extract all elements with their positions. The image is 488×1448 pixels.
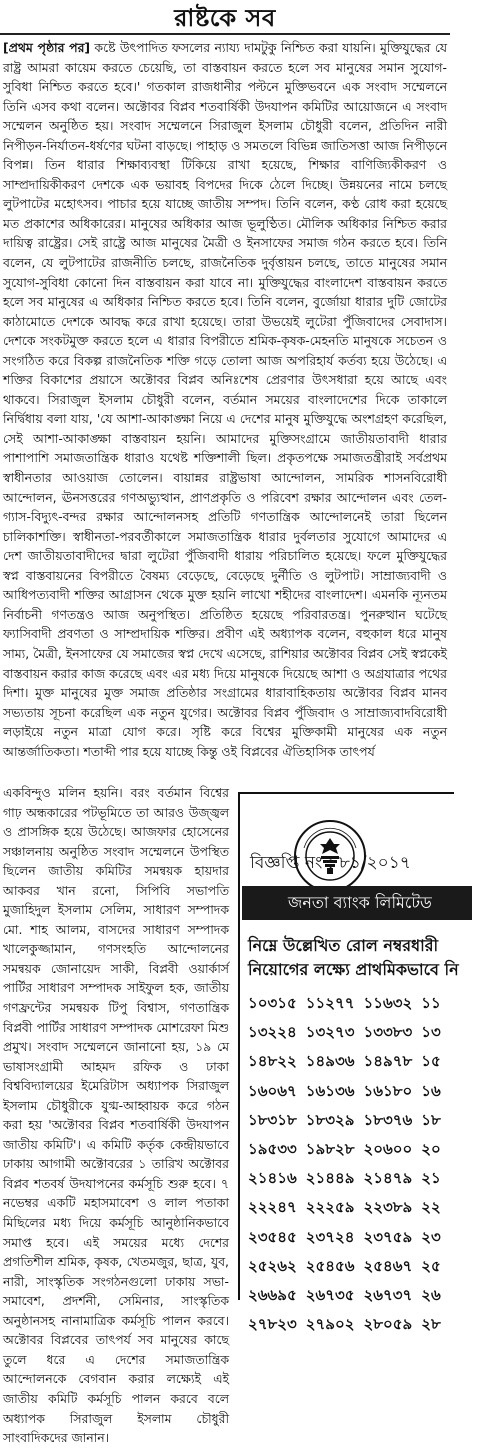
article-body <box>3 38 447 782</box>
roll-number: ২৭৮২৩ <box>248 1315 297 1334</box>
roll-number: ২৩ <box>421 1227 441 1246</box>
roll-row <box>248 990 450 1019</box>
roll-number: ২৬৬৯৫ <box>248 1285 297 1304</box>
roll-number: ১৬০৬৭ <box>248 1081 297 1100</box>
roll-number: ১৪৯৭৮ <box>363 1052 413 1071</box>
roll-number: ২৩৭২৪ <box>305 1227 355 1246</box>
roll-number: ২১ <box>421 1169 441 1188</box>
bank-advertisement <box>238 792 459 1334</box>
roll-number: ২২৩৮৯ <box>363 1198 413 1217</box>
roll-number: ২০ <box>421 1140 441 1159</box>
article-text: কষ্টে উৎপাদিত ফসলের ন্যায্য দামটুকু নিশ্চিত করা যায়নি। মুক্তিযুদ্ধের যে রাষ্ট্র আমরা কায়েম করতে চেয়েছি, তা বাস্তবায়ন করতে হলে সব মানুষের সমান সুযোগ-সুবিধা নিশ্চিত করতে হবে।' গতকাল রাজধানীর পল্টনে মুক্তিভবনে এক সংবাদ সম্মেলনে তিনি এসব কথা বলেন। অক্টোবর বিপ্লব শতবার্ষিকী উদযাপন কমিটির আয়োজনে এ সংবাদ সম্মেলন অনুষ্ঠিত হয়। সংবাদ সম্মেলনে সিরাজুল ইসলাম চৌধুরী বলেন, প্রতিদিন নারী নিপীড়ন-নির্যাতন-ধর্ষণের ঘটনা বাড়ছে। পাহাড় ও সমতলে বিভিন্ন জাতিসত্তা আজ নিপীড়নে বিপন্ন। তিন ধারার শিক্ষাব্যবস্থা টিকিয়ে রাখা হয়েছে, শিক্ষার বাণিজ্যিকীকরণ ও সাম্প্রদায়িকীকরণ দেশকে এক ভয়াবহ বিপদের দিকে ঠেলে দিচ্ছে। উন্নয়নের নামে চলছে লুটপাটের মহোৎসব। পাচার হয়ে যাচ্ছে জাতীয় সম্পদ। তিনি বলেন, কণ্ঠ রোধ করা হয়েছে মত প্রকাশের অধিকারের। মানুষের অধিকার আজ ভূলুণ্ঠিত। মৌলিক অধিকার নিশ্চিত করার দায়িত্ব রাষ্ট্রের। সেই রাষ্ট্রে আজ মানুষের মৈত্রী ও ইনসাফের সমাজ গঠন করতে হবে। তিনি বলেন, যে লুটপাটের রাজনীতি চলছে, রাজনৈতিক দুর্বৃত্তায়ন চলছে, তাতে মানুষের সমান সুযোগ-সুবিধা কোনো দিন বাস্তবায়ন করা যাবে না। মুক্তিযুদ্ধের বাংলাদেশ বাস্তবায়ন করতে হলে সব মানুষের এ অধিকার নিশ্চিত করতে হবে। তিনি বলেন, বুর্জোয়া ধারার দুটি জোটের কাঠামোতে দেশকে আবদ্ধ করে রাখা হয়েছে। তারা উভয়েই লুটেরা পুঁজিবাদের সেবাদাস। দেশকে সংকটমুক্ত করতে হলে এ ধারার বিপরীতে শ্রমিক-কৃষক-মেহনতি মানুষকে সচেতন ও সংগঠিত করে বিকল্প রাজনৈতিক শক্তি গড়ে তোলা আজ অপরিহার্য কর্তব্য হয়ে উঠেছে। এ শক্তির বিকাশের প্রয়াসে অক্টোবর বিপ্লব অনিঃশেষ প্রেরণার উৎসধারা হয়ে আছে এবং থাকবে। সিরাজুল ইসলাম চৌধুরী বলেন, বর্তমান সময়ের বাংলাদেশের দিকে তাকালে নির্দ্বিধায় বলা যায়, 'যে আশা-আকাঙ্ক্ষা নিয়ে এ দেশের মানুষ মুক্তিযুদ্ধে অংশগ্রহণ করেছিল, সেই আশা-আকাঙ্ক্ষা বাস্তবায়ন হয়নি। আমাদের মুক্তিসংগ্রামে জাতীয়তাবাদী ধারার পাশাপাশি সমাজতান্ত্রিক ধারাও যথেষ্ট শক্তিশালী ছিল। প্রকৃতপক্ষে সমাজতন্ত্রীরাই সর্বপ্রথম স্বাধীনতার আওয়াজ তোলেন। বায়ান্নর রাষ্ট্রভাষা আন্দোলন, সামরিক শাসনবিরোধী আন্দোলন, ঊনসত্তরের গণঅভ্যুত্থান, প্রাণপ্রকৃতি ও পরিবেশ রক্ষার আন্দোলন এবং তেল-গ্যাস-বিদ্যুৎ-বন্দর রক্ষার আন্দোলনসহ প্রতিটি গণতান্ত্রিক আন্দোলনেই তারা ছিলেন চালিকাশক্তি। স্বাধীনতা-পরবর্তীকালে সমাজতান্ত্রিক ধারার দুর্বলতার সুযোগে আমাদের এ দেশ জাতীয়তাবাদীদের দ্বারা লুটেরা পুঁজিবাদী ধারায় পরিচালিত হয়েছে। ফলে মুক্তিযুদ্ধের স্বপ্ন বাস্তবায়নের বিপরীতে বৈষম্য বেড়েছে, বেড়েছে দুর্নীতি ও লুটপাট। সাম্রাজ্যবাদী ও আধিপত্যবাদী শক্তির আগ্রাসন থেকে মুক্ত হয়নি লাখো শহীদের বাংলাদেশ। এমনকি ন্যূনতম নির্বাচনী গণতন্ত্রও আজ অনুপস্থিত। প্রতিষ্ঠিত হয়েছে পরিবারতন্ত্র। পুনরুত্থান ঘটেছে ফ্যাসিবাদী প্রবণতা ও সাম্প্রদায়িক শক্তির। প্রবীণ এই অধ্যাপক বলেন, বহুকাল ধরে মানুষ সাম্য, মৈত্রী, ইনসাফের যে সমাজের স্বপ্ন দেখে এসেছে, রাশিয়ার অক্টোবর বিপ্লব সেই স্বপ্নকেই বাস্তবায়ন করার কাজ করেছে এবং এর মধ্য দিয়ে মানুষকে দিয়েছে আশা ও অগ্রযাত্রার পথের দিশা। মুক্ত মানুষের মুক্ত সমাজ প্রতিষ্ঠার সংগ্রামের ধারাবাহিকতায় অক্টোবর বিপ্লব মানব সভ্যতায় সূচনা করেছিল এক নতুন যুগের। অক্টোবর বিপ্লব পুঁজিবাদ ও সাম্রাজ্যবাদবিরোধী লড়াইয়ে নতুন মাত্রা যোগ করে। সৃষ্টি করে বিশ্বের মুক্তিকামী মানুষের এক নতুন আন্তর্জাতিকতা। শতাব্দী পার হয়ে যাচ্ছে কিন্তু ওই বিপ্লবের ঐতিহাসিক তাৎপর্য <box>3 40 447 759</box>
roll-number: ২২২৫৯ <box>305 1198 355 1217</box>
roll-number: ১৮ <box>421 1110 441 1129</box>
roll-number: ২৫২৬২ <box>248 1256 297 1275</box>
roll-number: ১৬ <box>421 1081 441 1100</box>
roll-number: ১৪৮২২ <box>248 1052 297 1071</box>
roll-number: ২১৪৭৯ <box>363 1169 413 1188</box>
roll-row <box>248 1165 450 1194</box>
roll-number: ১৬১৩৬ <box>305 1081 355 1100</box>
article-kicker: [প্রথম পৃষ্ঠার পর] <box>3 40 91 55</box>
roll-number: ১৩২৭৩ <box>305 1023 355 1042</box>
roll-number: ২১৪৪৯ <box>305 1169 355 1188</box>
roll-intro <box>248 934 488 982</box>
roll-number: ২৬৭৩৫ <box>305 1285 355 1304</box>
roll-number: ২৫ <box>421 1256 441 1275</box>
roll-row <box>248 1048 450 1077</box>
roll-number: ১১ <box>421 994 441 1013</box>
roll-number: ১৩ <box>421 1023 441 1042</box>
article-column: একবিন্দুও মলিন হয়নি। বরং বর্তমান বিশ্বের গাঢ় অন্ধকারের পটভূমিতে তা আরও উজ্জ্বল ও প্রাসঙ্গিক হয়ে উঠেছে। আজফার হোসেনের সঞ্চালনায় অনুষ্ঠিত সংবাদ সম্মেলনে উপস্থিত ছিলেন জাতীয় কমিটির সমন্বয়ক হায়দার আকবর খান রনো, সিপিবি সভাপতি মুজাহিদুল ইসলাম সেলিম, সাধারণ সম্পাদক মো. শাহ আলম, বাসদের সাধারণ সম্পাদক খালেকুজ্জামান, গণসংহতি আন্দোলনের সমন্বয়ক জোনায়েদ সাকী, বিপ্লবী ওয়ার্কার্স পার্টির সাধারণ সম্পাদক সাইফুল হক, জাতীয় গণফ্রন্টের সমন্বয়ক টিপু বিশ্বাস, গণতান্ত্রিক বিপ্লবী পার্টির সাধারণ সম্পাদক মোশরেফা মিশু প্রমুখ। সংবাদ সম্মেলনে জানানো হয়, ১৯ মে ভাষাসংগ্রামী আহমদ রফিক ও ঢাকা বিশ্ববিদ্যালয়ের ইমেরিটাস অধ্যাপক সিরাজুল ইসলাম চৌধুরীকে যুগ্ম-আহ্বায়ক করে গঠন করা হয় 'অক্টোবর বিপ্লব শতবার্ষিকী উদযাপন জাতীয় কমিটি'। এ কমিটি কর্তৃক কেন্দ্রীয়ভাবে ঢাকায় আগামী অক্টোবরের ১ তারিখ অক্টোবর বিপ্লব শতবর্ষ উদযাপনের কর্মসূচি শুরু হবে। ৭ নভেম্বর একটি মহাসমাবেশ ও লাল পতাকা মিছিলের মধ্য দিয়ে কর্মসূচি আনুষ্ঠানিকভাবে সমাপ্ত হবে। এই সময়ের মধ্যে দেশের প্রগতিশীল শ্রমিক, কৃষক, খেতমজুর, ছাত্র, যুব, নারী, সাংস্কৃতিক সংগঠনগুলো ঢাকায় সভা-সমাবেশ, প্রদর্শনী, সেমিনার, সাংস্কৃতিক অনুষ্ঠানসহ নানামাত্রিক কর্মসূচি পালন করবে। অক্টোবর বিপ্লবের তাৎপর্য সব মানুষের কাছে তুলে ধরে এ দেশের সমাজতান্ত্রিক আন্দোলনকে বেগবান করার লক্ষ্যেই এই জাতীয় কমিটি কর্মসূচি পালন করবে বলে অধ্যাপক সিরাজুল ইসলাম চৌধুরী সাংবাদিকদের জানান। <box>3 785 229 1446</box>
roll-number: ১৩২২৪ <box>248 1023 297 1042</box>
roll-number: ১৬১৮০ <box>363 1081 413 1100</box>
roll-number: ১১২৭৭ <box>305 994 355 1013</box>
roll-intro-line-2: নিয়োগের লক্ষ্যে প্রাথমিকভাবে নি <box>248 960 459 979</box>
roll-row <box>248 1019 450 1048</box>
roll-row <box>248 1311 450 1340</box>
roll-number: ২৮ <box>421 1315 441 1334</box>
bank-name-banner: জনতা ব্যাংক লিমিটেড <box>242 886 472 920</box>
roll-intro-line-1: নিম্নে উল্লেখিত রোল নম্বরধারী <box>248 936 439 955</box>
roll-number: ২২ <box>421 1198 441 1217</box>
roll-row <box>248 1107 450 1136</box>
roll-number: ১৮৩৭৬ <box>363 1110 413 1129</box>
notice-number: বিজ্ঞপ্তি নং : ৮১/২০১৭ <box>250 853 411 873</box>
roll-number: ২২২৪৭ <box>248 1198 297 1217</box>
roll-number: ১৮৩২৯ <box>305 1110 355 1129</box>
roll-number: ২৮০৫৯ <box>363 1315 413 1334</box>
roll-number: ২৩৫৪৫ <box>248 1227 297 1246</box>
roll-number: ২৭৯০২ <box>305 1315 355 1334</box>
roll-number: ২৬ <box>421 1285 441 1304</box>
roll-number: ২১৪১৬ <box>248 1169 297 1188</box>
headline: রাষ্টকে সব <box>174 4 276 32</box>
roll-row <box>248 1282 450 1311</box>
roll-number: ১৯৮২৮ <box>305 1140 355 1159</box>
roll-number: ২৬৭৩৭ <box>363 1285 413 1304</box>
roll-number: ২৫৪৬৭ <box>363 1256 413 1275</box>
roll-row <box>248 1253 450 1282</box>
roll-row <box>248 1078 450 1107</box>
roll-number: ২৫৪৫৬ <box>305 1256 355 1275</box>
roll-row <box>248 1224 450 1253</box>
roll-number-table <box>248 990 450 1340</box>
roll-number: ১৫ <box>421 1052 441 1071</box>
roll-number: ২০৬০০ <box>363 1140 413 1159</box>
roll-number: ১৮৩১৮ <box>248 1110 297 1129</box>
roll-number: ১৯৫৩৩ <box>248 1140 297 1159</box>
headline-rule <box>0 33 450 35</box>
roll-row <box>248 1194 450 1223</box>
roll-number: ১১৬৩২ <box>363 994 413 1013</box>
roll-number: ১৩৩৮৩ <box>363 1023 413 1042</box>
roll-number: ২৩৭৫৯ <box>363 1227 413 1246</box>
roll-number: ১০৩১৫ <box>248 994 297 1013</box>
roll-number: ১৪৯৩৬ <box>305 1052 355 1071</box>
roll-row <box>248 1136 450 1165</box>
